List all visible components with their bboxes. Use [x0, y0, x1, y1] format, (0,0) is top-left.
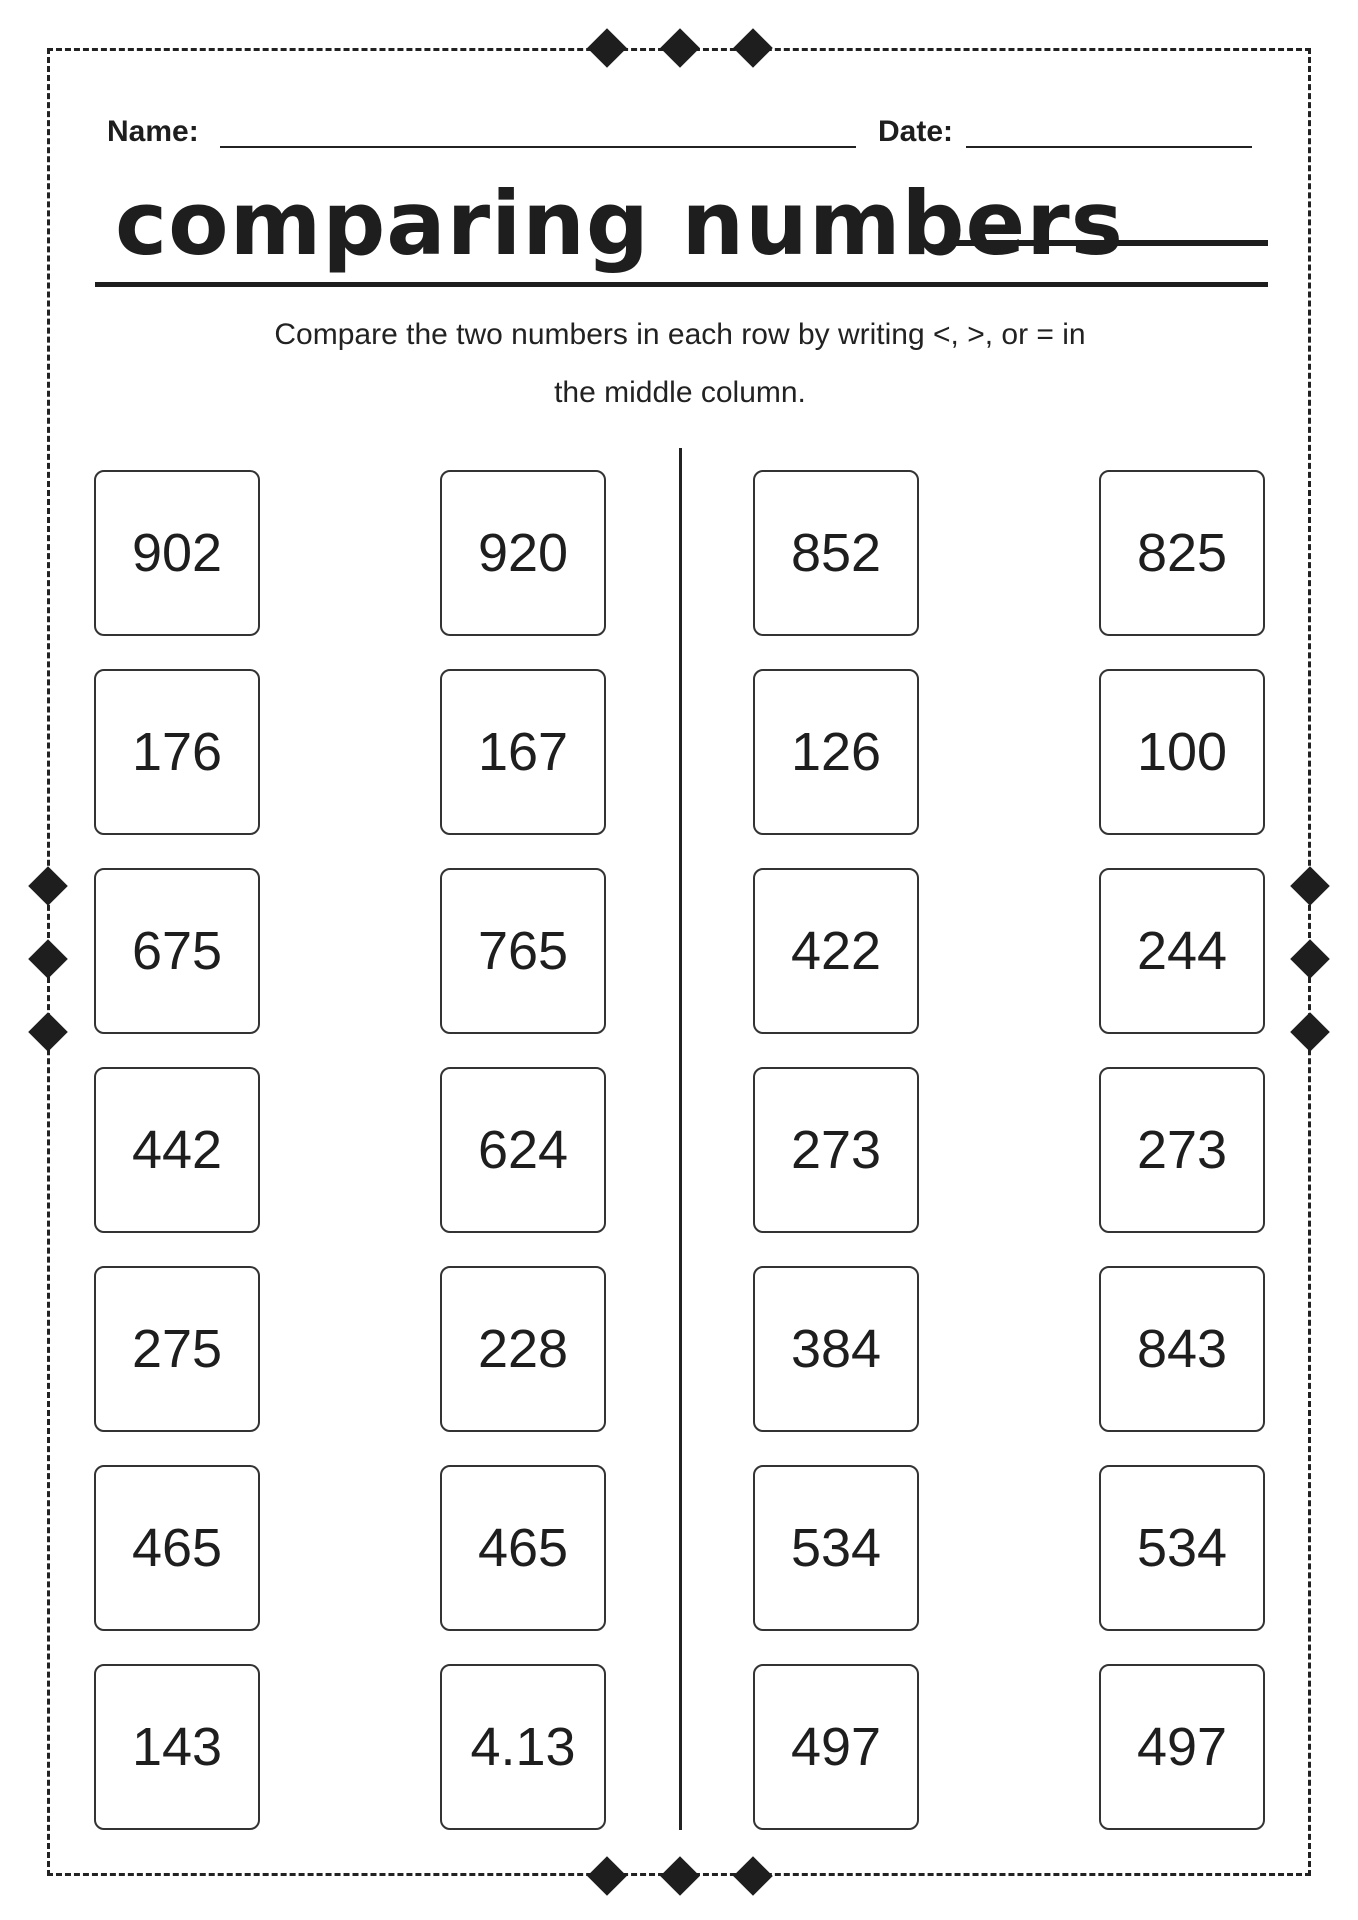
number-box: 273 — [753, 1067, 919, 1233]
number-box: 442 — [94, 1067, 260, 1233]
number-box: 244 — [1099, 868, 1265, 1034]
number-box: 126 — [753, 669, 919, 835]
header-divider — [95, 282, 1268, 287]
date-label: Date: — [878, 115, 954, 148]
number-box: 902 — [94, 470, 260, 636]
number-box: 384 — [753, 1266, 919, 1432]
number-box: 167 — [440, 669, 606, 835]
date-field[interactable] — [966, 146, 1252, 148]
number-box: 825 — [1099, 470, 1265, 636]
name-label: Name: — [107, 115, 199, 148]
number-box: 497 — [753, 1664, 919, 1830]
number-box: 765 — [440, 868, 606, 1034]
number-box: 273 — [1099, 1067, 1265, 1233]
instructions-line-2: the middle column. — [554, 376, 806, 409]
name-field[interactable] — [220, 146, 856, 148]
number-box: 534 — [753, 1465, 919, 1631]
number-box: 843 — [1099, 1266, 1265, 1432]
number-box: 228 — [440, 1266, 606, 1432]
number-box: 920 — [440, 470, 606, 636]
number-box: 465 — [94, 1465, 260, 1631]
number-box: 534 — [1099, 1465, 1265, 1631]
page-title: comparing numbers — [115, 172, 1124, 275]
number-box: 275 — [94, 1266, 260, 1432]
number-box: 422 — [753, 868, 919, 1034]
number-box: 624 — [440, 1067, 606, 1233]
number-box: 176 — [94, 669, 260, 835]
title-underline — [956, 240, 1268, 246]
column-divider — [679, 448, 682, 1830]
number-box: 465 — [440, 1465, 606, 1631]
number-box: 497 — [1099, 1664, 1265, 1830]
instructions-line-1: Compare the two numbers in each row by writing <, >, or = in — [274, 318, 1086, 351]
number-box: 143 — [94, 1664, 260, 1830]
number-box: 852 — [753, 470, 919, 636]
number-box: 4.13 — [440, 1664, 606, 1830]
number-box: 675 — [94, 868, 260, 1034]
number-box: 100 — [1099, 669, 1265, 835]
